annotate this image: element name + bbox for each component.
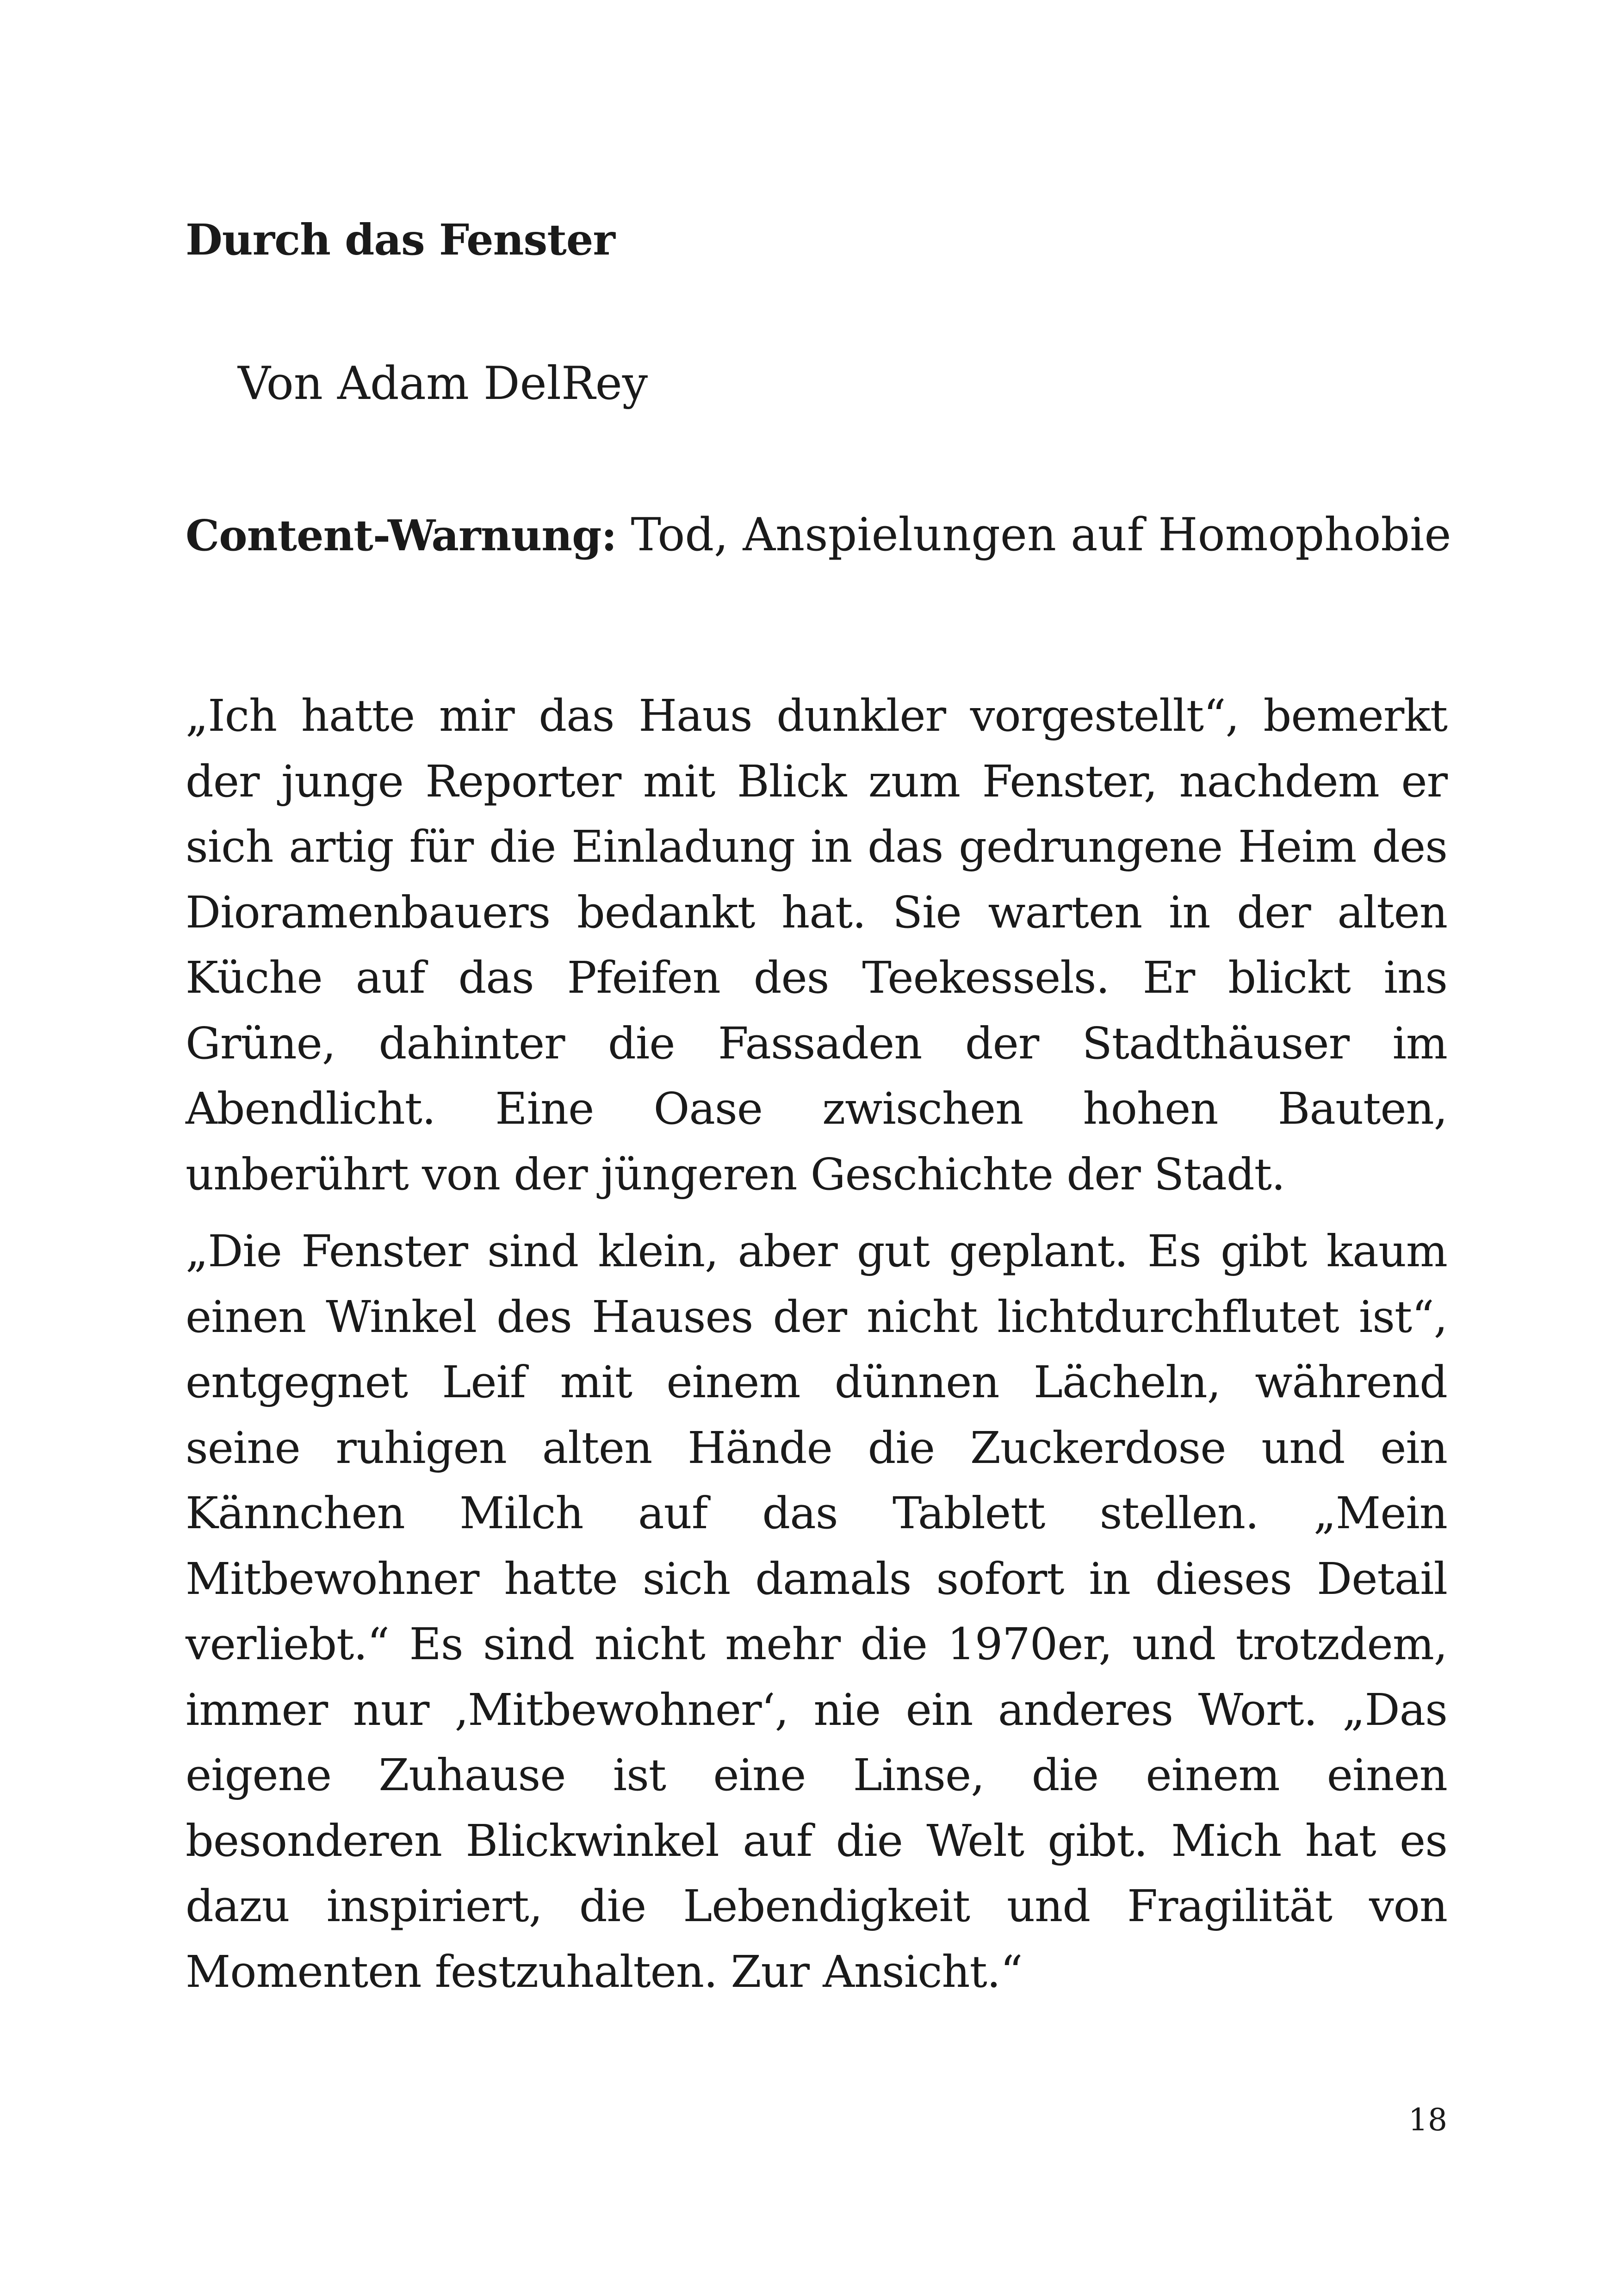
- story-title: Durch das Fenster: [186, 215, 615, 265]
- content-warning: [186, 509, 1451, 561]
- content-warning-label: Content-Warnung:: [186, 510, 617, 560]
- paragraph-2: „Die Fenster sind klein, aber gut geplant. Es gibt kaum einen Winkel des Hauses der nicht lichtdurchflutet ist“, entgegnet Leif mit einem dünnen Lächeln, während seine ruhigen alten Hände die Zuckerdose und ein Kännchen Milch auf das Tablett stellen. „Mein Mitbewohner hatte sich damals sofort in dieses Detail verliebt.“ Es sind nicht mehr die 1970er, und trotzdem, immer nur ‚Mitbewohner‘, nie ein anderes Wort. „Das eigene Zuhause ist eine Linse, die einem einen besonderen Blickwinkel auf die Welt gibt. Mich hat es dazu inspiriert, die Lebendigkeit und Fragilität von Momenten festzuhalten. Zur Ansicht.“: [186, 1226, 1447, 1997]
- paragraph-1: „Ich hatte mir das Haus dunkler vorgestellt“, bemerkt der junge Reporter mit Blick zum Fenster, nachdem er sich artig für die Einladung in das gedrungene Heim des Dioramenbauers bedankt hat. Sie warten in der alten Küche auf das Pfeifen des Teekessels. Er blickt ins Grüne, dahinter die Fassaden der Stadthäuser im Abendlicht. Eine Oase zwischen hohen Bauten, unberührt von der jüngeren Geschichte der Stadt.: [186, 691, 1447, 1200]
- content-warning-text: Tod, Anspielungen auf Homophobie: [616, 509, 1451, 561]
- author-line: Von Adam DelRey: [238, 357, 648, 410]
- story-body: [186, 684, 1447, 2016]
- page-number: 18: [1408, 2102, 1447, 2138]
